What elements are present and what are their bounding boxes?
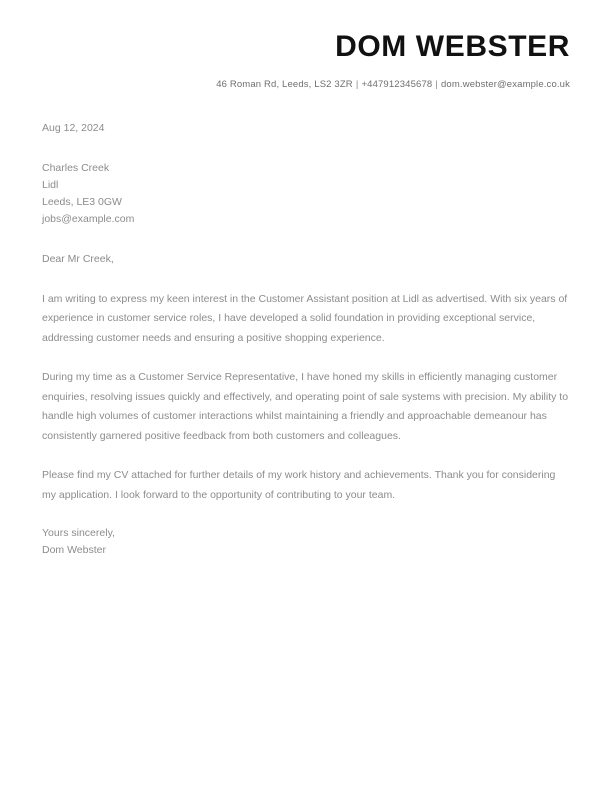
contact-address: 46 Roman Rd, Leeds, LS2 3ZR [216,78,353,90]
letter-header [42,0,570,91]
salutation: Dear Mr Creek, [42,253,114,266]
contact-line [42,79,570,91]
recipient-email: jobs@example.com [42,213,135,226]
valediction: Yours sincerely, [42,527,115,540]
recipient-location: Leeds, LE3 0GW [42,196,122,209]
closing-block [42,525,570,559]
recipient-block [42,160,570,228]
date-line: Aug 12, 2024 [42,121,105,134]
recipient-name: Charles Creek [42,162,110,175]
letter-paragraph-2: During my time as a Customer Service Representative, I have honed my skills in efficiently managing customer enquiries, resolving issues quickly and effectively, and operating point of sale systems with precision. My ability to handle high volumes of customer interactions whilst maintaining a friendly and approachable demeanour has consistently garnered positive feedback from both customers and colleagues. [42,371,569,442]
contact-phone: +447912345678 [361,78,433,90]
contact-separator-2: | [435,78,438,90]
letter-body [42,119,570,560]
letter-paragraph-1: I am writing to express my keen interest in the Customer Assistant position at Lidl as advertised. With six years of experience in customer service roles, I have developed a solid foundation in providing exceptional service, addressing customer needs and ensuring a positive shopping experience. [42,292,568,344]
recipient-company: Lidl [42,179,59,192]
signature-name: Dom Webster [42,544,106,557]
contact-email: dom.webster@example.co.uk [440,78,570,90]
letter-paragraph-3: Please find my CV attached for further details of my work history and achievements. Thank you for considering my application. I look forward to the opportunity of contributing to your team. [42,469,556,501]
candidate-name: DOM WEBSTER [335,30,570,63]
contact-separator-1: | [355,78,359,90]
